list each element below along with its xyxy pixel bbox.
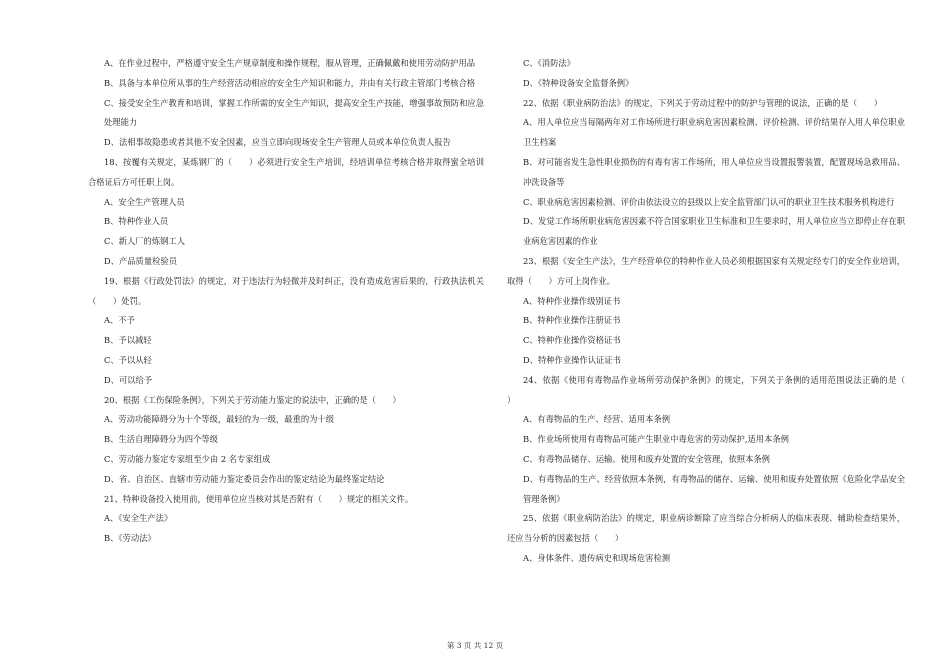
answer-option: B、具备与本单位所从事的生产经营活动相应的安全生产知识和能力，并由有关行政主管部门考核合格 [104, 77, 476, 88]
answer-option: A、有毒物品的生产、经营、适用本条例 [523, 414, 671, 425]
question-text: 25、依据《职业病防治法》的规定，职业病诊断除了应当综合分析病人的临床表现、辅助检查结果外，还应当分析的因素包括（ ） [507, 513, 905, 544]
answer-option: D、有毒物品的生产、经营依照本条例，有毒物品的储存、运输、使用和废弃处置依照《危险化学品安全管理条例》 [523, 473, 905, 504]
question-text: 24、依据《使用有毒物品作业场所劳动保护条例》的规定，下列关于条例的适用范围说法正确的是（ ） [507, 374, 922, 405]
answer-option: B、作业场所使用有毒物品可能产生职业中毒危害的劳动保护,适用本条例 [523, 434, 789, 445]
answer-option: C、接受安全生产教育和培训，掌握工作所需的安全生产知识，提高安全生产技能，增强事故预防和应急处理能力 [104, 97, 484, 128]
answer-option: C、劳动能力鉴定专家组至少由 2 名专家组成 [104, 453, 271, 464]
answer-option: D、产品质量检验员 [104, 255, 178, 266]
answer-option: D、《特种设备安全监督条例》 [523, 77, 634, 88]
answer-option: D、省、自治区、直辖市劳动能力鉴定委员会作出的鉴定结论为最终鉴定结论 [104, 473, 385, 484]
answer-option: D、发觉工作场所职业病危害因素不符合国家职业卫生标准和卫生要求时，用人单位应当立即停止存在职业病危害因素的作业 [523, 216, 905, 247]
answer-option: C、《消防法》 [523, 58, 575, 68]
answer-option: A、身体条件、遗传病史和现场危害检测 [523, 552, 671, 563]
answer-option: A、不予 [104, 315, 135, 326]
answer-option: A、用人单位应当每隔两年对工作场所进行职业病危害因素检测、评价检测、评价结果存入用人单位职业卫生档案 [523, 117, 905, 148]
question-text: 23、根据《安全生产法》，生产经营单位的特种作业人员必须根据国家有关规定经专门的安全作业培训，取得（ ）方可上岗作业。 [507, 255, 905, 286]
answer-option: C、新人厂的炼钢工人 [104, 236, 186, 247]
answer-option: A、劳动功能障碍分为十个等级，最轻的为一级，最重的为十级 [104, 414, 335, 425]
answer-option: C、职业病危害因素检测、评价由依法设立的县级以上安全监管部门认可的职业卫生技术服务机构进行 [523, 196, 895, 207]
answer-option: B、《劳动法》 [104, 533, 156, 544]
answer-option: D、法相事故隐患或者其他不安全因素，应当立即向现场安全生产管理人员或本单位负责人报告 [104, 137, 451, 148]
answer-option: A、《安全生产法》 [104, 513, 173, 524]
answer-option: B、特种作业操作注册证书 [523, 315, 621, 326]
answer-option: A、在作业过程中，严格遵守安全生产规章制度和操作规程，服从管理，正确佩戴和使用劳动防护用品 [104, 58, 476, 68]
answer-option: B、生活自理障碍分为四个等级 [104, 434, 218, 445]
answer-option: C、予以从轻 [104, 354, 152, 365]
answer-option: D、特种作业操作认证证书 [523, 354, 621, 365]
question-text: 18、按覆有关规定，某炼钢厂的（ ）必须进行安全生产培训，经培训单位考核合格并取得蜜全培训合格证后方可任职上岗。 [88, 156, 484, 187]
answer-option: C、有毒物品储存、运输、使用和废弃处置的安全管理，依照本条例 [523, 453, 770, 464]
answer-option: A、安全生产管理人员 [104, 196, 185, 207]
answer-option: B、特种作业人员 [104, 216, 169, 227]
answer-option: B、对可能省发生急性职业损伤的有毒有害工作场所，用人单位应当设置报警装置，配置现场急救用品、冲洗设备等 [523, 156, 905, 187]
answer-option: B、予以减轻 [104, 335, 152, 346]
question-text: 19、根据《行政处罚法》的规定，对于违法行为轻微并及时纠正，没有造成危害后果的，行政执法机关（ ）处罚。 [88, 275, 484, 306]
answer-option: C、特种作业操作资格证书 [523, 335, 621, 346]
question-text: 21、特种设备投入使用前，使用单位应当核对其是否附有（ ）规定的相关文件。 [104, 493, 414, 504]
answer-option: D、可以给予 [104, 374, 153, 385]
answer-option: A、特种作业操作级别证书 [523, 295, 621, 306]
left-column [88, 54, 484, 549]
question-text: 20、根据《工伤保险条例》，下列关于劳动能力鉴定的说法中，正确的是（ ） [104, 394, 401, 405]
right-column [507, 54, 922, 569]
question-text: 22、依据《职业病防治法》的规定，下列关于劳动过程中的防护与管理的说法，正确的是（ ） [523, 97, 883, 108]
page-footer: 第 3 页 共 12 页 [446, 641, 504, 650]
